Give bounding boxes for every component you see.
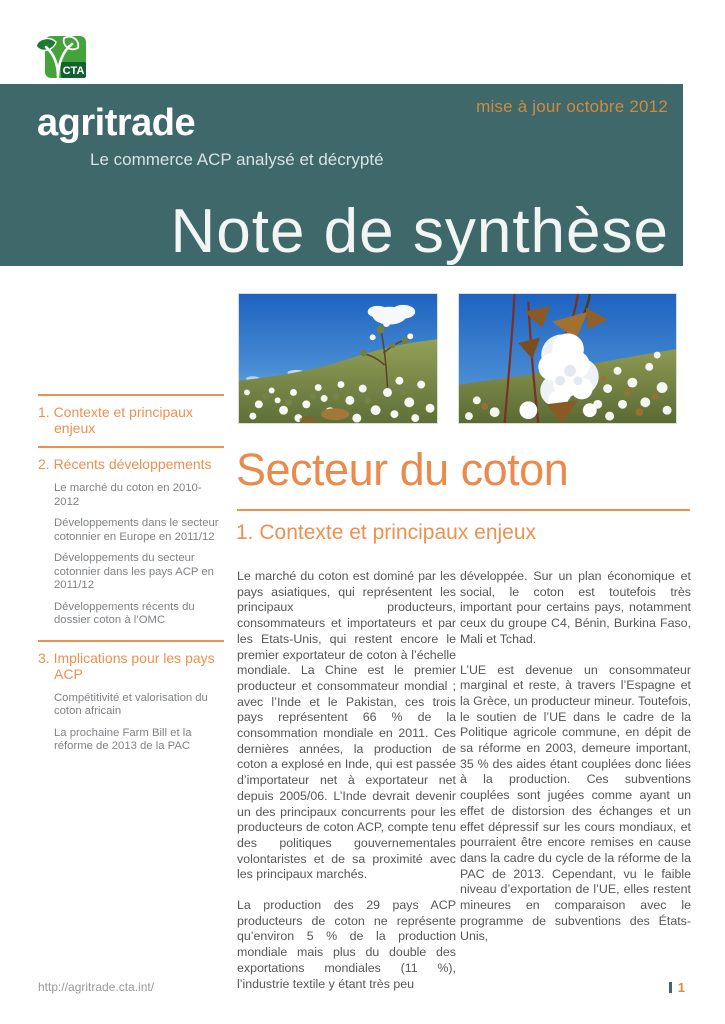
cotton-field-photo xyxy=(238,293,438,424)
brand-name: agritrade xyxy=(37,102,196,144)
toc-item[interactable]: Développements récents du dossier coton à l’OMC xyxy=(54,600,195,626)
page-marker xyxy=(669,980,685,995)
section-heading: 1. Contexte et principaux enjeux xyxy=(236,521,537,544)
body-column-left xyxy=(237,569,456,1007)
toc-section-2[interactable]: 2. Récents développements xyxy=(38,456,212,472)
article-title: Secteur du coton xyxy=(236,444,569,495)
svg-text:CTA: CTA xyxy=(62,65,85,77)
cotton-boll-photo xyxy=(458,293,677,424)
body-column-right xyxy=(460,569,691,960)
toc-section-3[interactable]: 3. Implications pour les pays ACP xyxy=(38,649,215,682)
toc-section-3-items xyxy=(38,692,224,754)
document-type-title: Note de synthèse xyxy=(170,196,669,266)
title-divider xyxy=(237,509,690,511)
toc-item[interactable]: Développements du secteur cotonnier dans les pays ACP en 2011/12 xyxy=(54,552,214,591)
toc-divider xyxy=(38,394,224,396)
toc-item[interactable]: Le marché du coton en 2010-2012 xyxy=(54,482,202,508)
toc-item[interactable]: Compétitivité et valorisation du coton africain xyxy=(54,691,208,717)
footer-url-link[interactable]: http://agritrade.cta.int/ xyxy=(38,980,155,994)
page-marker-bar xyxy=(669,982,672,993)
cta-logo-icon xyxy=(34,32,88,82)
header-band xyxy=(0,84,683,266)
brand-tagline: Le commerce ACP analysé et décrypté xyxy=(90,150,384,169)
update-date-label: mise à jour octobre 2012 xyxy=(476,97,668,116)
toc-section-2-items xyxy=(38,482,224,628)
toc-item[interactable]: La prochaine Farm Bill et la réforme de 2013 de la PAC xyxy=(54,726,192,752)
toc-item[interactable]: Développements dans le secteur cotonnier en Europe en 2011/12 xyxy=(54,517,219,543)
toc-divider xyxy=(38,640,224,642)
table-of-contents xyxy=(38,394,224,766)
paragraph: Le marché du coton est dominé par les pays asiatiques, qui représentent les principaux producteurs, consommateurs et importateurs et par les Etats-Unis, qui restent encore le premier exportateur de coton à l’échelle mondiale. La Chine est le premier producteur et consommateur mondial ; avec l’Inde et le Pakistan, ces trois pays représentent 66 % de la consommation mondiale en 2011. Ces dernières années, la production de coton a explosé en Inde, qui est passée d’importateur net à exportateur net depuis 2005/06. L’Inde devrait devenir un des principaux concurrents pour les producteurs de coton ACP, compte tenu des politiques gouvernementales volontaristes et de sa proximité avec les principaux marchés. xyxy=(237,569,456,882)
page-number: 1 xyxy=(677,980,685,995)
toc-divider xyxy=(38,446,224,448)
toc-section-1[interactable]: 1. Contexte et principaux enjeux xyxy=(38,404,193,436)
paragraph: L’UE est devenue un consommateur marginal et reste, à travers l’Espagne et la Grèce, un producteur mineur. Toutefois, le soutien de l’UE dans le cadre de la Politique agricole commune, en dépit de sa réforme en 2003, demeure important, 35 % des aides étant couplées donc liées à la production. Ces subventions couplées sont jugées comme ayant un effet de distorsion des échanges et un effet dépressif sur les cours mondiaux, et pourraient être encore remises en cause dans la cadre du cycle de la réforme de la PAC de 2013. Cependant, vu le faible niveau d’exportation de l’UE, elles restent mineures en comparaison avec le programme de subventions des États-Unis, xyxy=(460,662,691,944)
paragraph: développée. Sur un plan économique et social, le coton est toutefois très important pour certains pays, notamment ceux du groupe C4, Bénin, Burkina Faso, Mali et Tchad. xyxy=(460,569,691,646)
paragraph: La production des 29 pays ACP producteurs de coton ne représente qu’environ 5 % de la production mondiale mais plus du double des exportations mondiales (11 %), l’industrie textile y étant très peu xyxy=(237,898,456,991)
